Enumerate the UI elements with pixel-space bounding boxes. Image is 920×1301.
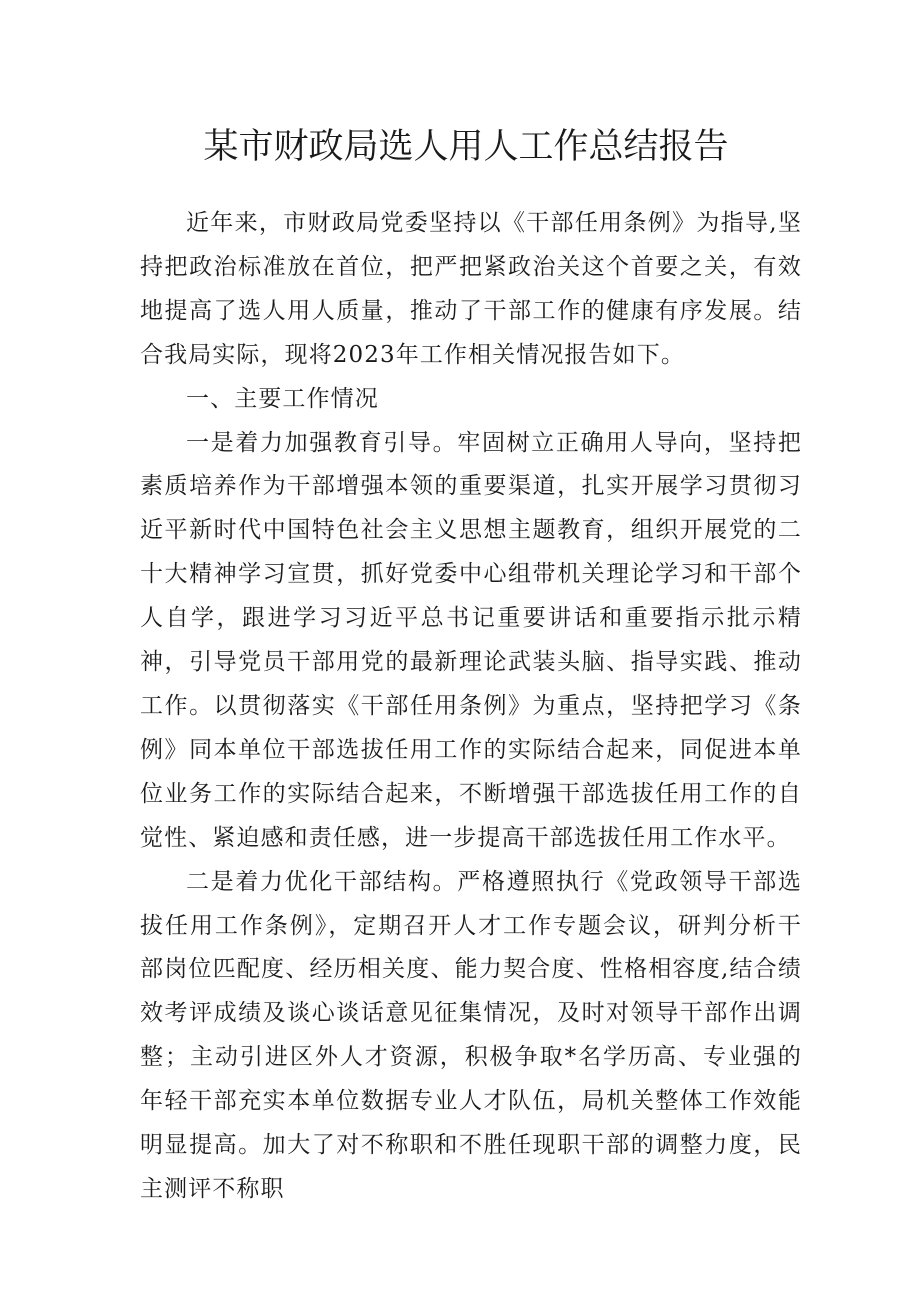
- paragraph-education-guidance: 一是着力加强教育引导。牢固树立正确用人导向，坚持把素质培养作为干部增强本领的重要渠道，扎实开展学习贯彻习近平新时代中国特色社会主义思想主题教育，组织开展党的二十大精神学习宣贯，抓好党委中心组带机关理论学习和干部个人自学，跟进学习习近平总书记重要讲话和重要指示批示精神，引导党员干部用党的最新理论武装头脑、指导实践、推动工作。以贯彻落实《干部任用条例》为重点，坚持把学习《条例》同本单位干部选拔任用工作的实际结合起来，同促进本单位业务工作的实际结合起来，不断增强干部选拔任用工作的自觉性、紧迫感和责任感，进一步提高干部选拔任用工作水平。: [140, 429, 802, 851]
- section-heading-main-work: 一、主要工作情况: [186, 385, 379, 412]
- document-title: 某市财政局选人用人工作总结报告: [203, 127, 729, 167]
- paragraph-cadre-structure: 二是着力优化干部结构。严格遵照执行《党政领导干部选拔任用工作条例》，定期召开人才工作专题会议，研判分析干部岗位匹配度、经历相关度、能力契合度、性格相容度,结合绩效考评成绩及谈心谈话意见征集情况，及时对领导干部作出调整；主动引进区外人才资源，积极争取*名学历高、专业强的年轻干部充实本单位数据专业人才队伍，局机关整体工作效能明显提高。加大了对不称职和不胜任现职干部的调整力度，民主测评不称职: [140, 868, 802, 1202]
- intro-paragraph: 近年来，市财政局党委坚持以《干部任用条例》为指导,坚持把政治标准放在首位，把严把紧政治关这个首要之关，有效地提高了选人用人质量，推动了干部工作的健康有序发展。结合我局实际，现将2023年工作相关情况报告如下。: [140, 210, 802, 368]
